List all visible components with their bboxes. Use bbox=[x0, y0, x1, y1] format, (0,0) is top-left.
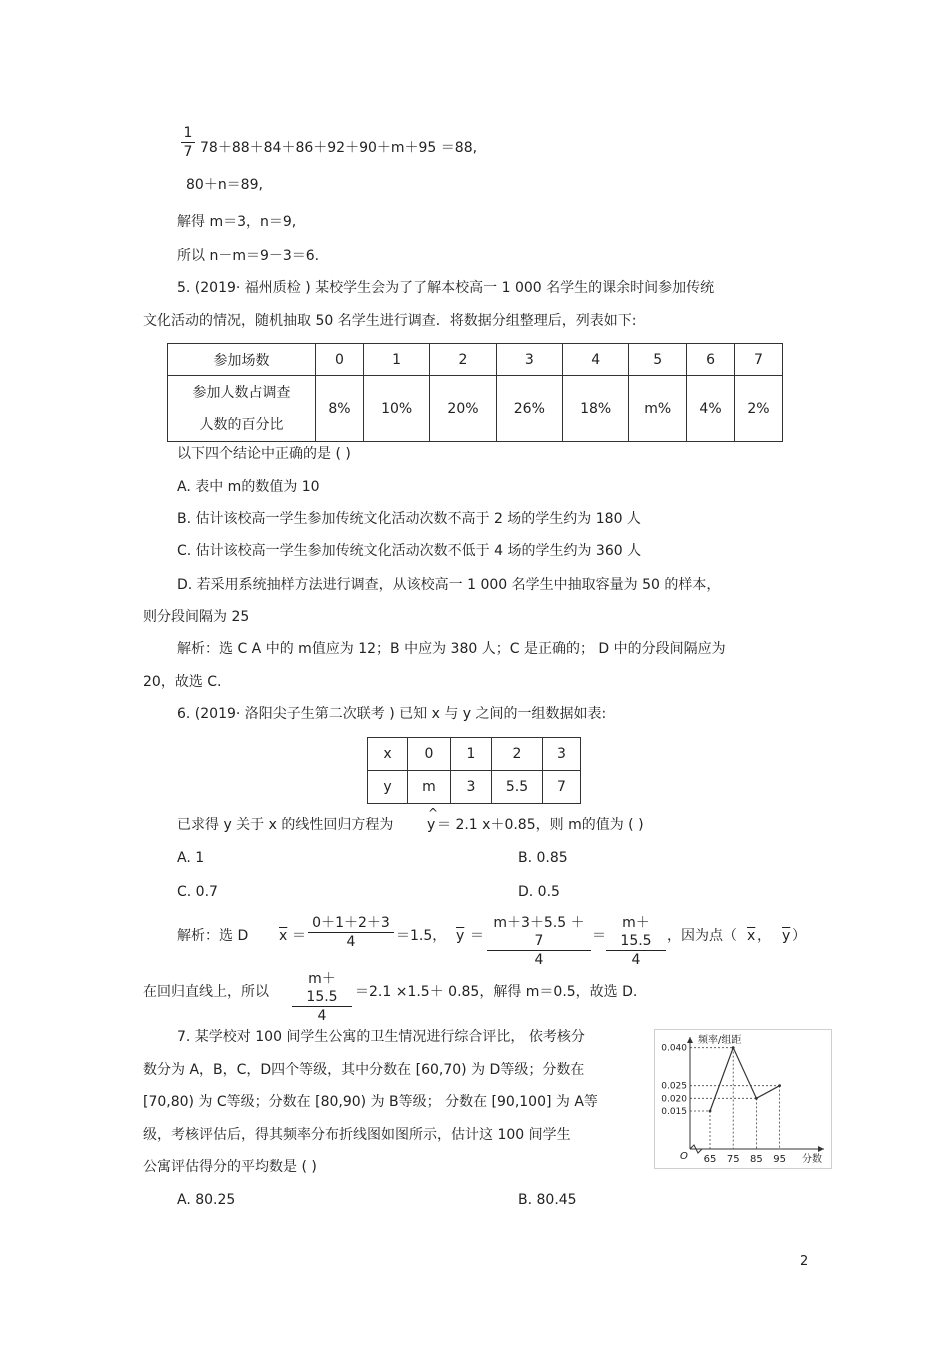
solve-text: 解得 m＝3，n＝9, bbox=[177, 214, 297, 230]
q5-option-b: B. 估计该校高一学生参加传统文化活动次数不高于 2 场的学生约为 180 人 bbox=[177, 511, 641, 527]
fraction-denominator: 4 bbox=[317, 1008, 327, 1024]
q5-header-cell: 5 bbox=[629, 344, 687, 376]
q5-header-cell: 6 bbox=[687, 344, 735, 376]
fraction-numerator: m＋15.5 bbox=[292, 970, 352, 1007]
fraction-regression bbox=[292, 970, 352, 1025]
fraction-one-seventh bbox=[181, 124, 195, 161]
y-bar: $\overline{y}$ bbox=[782, 928, 791, 944]
close-paren: ） bbox=[792, 928, 806, 944]
q5-solution-line2: 20，故选 C. bbox=[143, 674, 222, 690]
q7-stem-line5: 公寓评估得分的平均数是 ( ) bbox=[143, 1159, 317, 1175]
y-tick-label: 0.015 bbox=[661, 1107, 687, 1117]
q6-stem: 6. (2019· 洛阳尖子生第二次联考 ) 已知 x 与 y 之间的一组数据如表: bbox=[177, 706, 607, 722]
q5-option-a: A. 表中 m的数值为 10 bbox=[177, 479, 320, 495]
q6-solution-prefix: 解析：选 D bbox=[177, 928, 249, 944]
q6-x-cell: 0 bbox=[408, 738, 451, 771]
q6-solution-line2-prefix: 在回归直线上，所以 bbox=[143, 984, 269, 1000]
q6-x-cell: 1 bbox=[451, 738, 492, 771]
origin-label: O bbox=[680, 1151, 688, 1162]
x-bar: $\overline{x}$ bbox=[747, 928, 756, 944]
q6-option-c: C. 0.7 bbox=[177, 884, 218, 900]
fraction-denominator: 4 bbox=[346, 934, 356, 950]
q6-option-a: A. 1 bbox=[177, 850, 205, 866]
frequency-line-chart bbox=[654, 1029, 832, 1169]
equals-sign: ＝ bbox=[292, 928, 306, 944]
q6-solution-line2-suffix: ＝2.1 ×1.5＋ 0.85，解得 m＝0.5，故选 D. bbox=[355, 984, 638, 1000]
q7-stem-line2: 数分为 A，B，C，D四个等级，其中分数在 [60,70) 为 D等级；分数在 bbox=[143, 1062, 585, 1078]
q5-solution-line1: 解析：选 C A 中的 m值应为 12；B 中应为 380 人；C 是正确的； D 中的分段间隔应为 bbox=[177, 641, 726, 657]
q5-header-cell: 4 bbox=[562, 344, 628, 376]
fraction-numerator: m＋3＋5.5 ＋7 bbox=[487, 914, 591, 951]
q5-header-cell: 0 bbox=[316, 344, 364, 376]
q5-header-cell: 2 bbox=[430, 344, 496, 376]
q5-question: 以下四个结论中正确的是 ( ) bbox=[177, 446, 351, 462]
x-tick-label: 95 bbox=[773, 1154, 786, 1165]
equation-mean: 78＋88＋84＋86＋92＋90＋m＋95 ＝88, bbox=[200, 140, 478, 156]
q6-statement-b: ＝ 2.1 x＋0.85，则 m的值为 ( ) bbox=[437, 817, 644, 833]
fraction-ysum bbox=[487, 914, 591, 969]
fraction-numerator: 0＋1＋2＋3 bbox=[308, 914, 394, 933]
q7-stem-line4: 级，考核评估后，得其频率分布折线图如图所示，估计这 100 间学生 bbox=[143, 1127, 571, 1143]
q5-row-label bbox=[168, 376, 316, 442]
q5-header-label: 参加场数 bbox=[168, 344, 316, 376]
y-bar: $\overline{y}$ bbox=[456, 928, 465, 944]
q5-value-cell: 8% bbox=[316, 376, 364, 442]
result-text: 所以 n－m＝9－3＝6. bbox=[177, 248, 320, 264]
q6-x-cell: 2 bbox=[492, 738, 543, 771]
q5-value-cell: 26% bbox=[496, 376, 562, 442]
fraction-ysimplified bbox=[606, 914, 666, 969]
q5-row-label-line2: 人数的百分比 bbox=[199, 416, 284, 433]
q5-option-d-line2: 则分段间隔为 25 bbox=[143, 609, 250, 625]
x-tick-label: 65 bbox=[703, 1154, 717, 1165]
q5-stem-line1: 5. (2019· 福州质检 ) 某校学生会为了了解本校高一 1 000 名学生的课余时间参加传统 bbox=[177, 280, 715, 296]
q6-statement-y: y bbox=[427, 817, 436, 833]
q6-y-cell: 5.5 bbox=[492, 771, 543, 804]
data-point bbox=[732, 1046, 735, 1049]
x-tick-label: 75 bbox=[726, 1154, 740, 1165]
x-bar: $\overline{x}$ bbox=[279, 928, 288, 944]
q5-data-table bbox=[167, 343, 783, 442]
q6-y-cell: m bbox=[408, 771, 451, 804]
q6-statement-a: 已求得 y 关于 x 的线性回归方程为 bbox=[177, 817, 394, 833]
fraction-numerator: 1 bbox=[181, 124, 195, 143]
q6-option-d: D. 0.5 bbox=[518, 884, 560, 900]
fraction-denominator: 7 bbox=[183, 144, 193, 160]
fraction-xsum bbox=[308, 914, 394, 951]
hat-symbol: ^ bbox=[428, 806, 439, 820]
q5-option-c: C. 估计该校高一学生参加传统文化活动次数不低于 4 场的学生约为 360 人 bbox=[177, 543, 642, 559]
q5-value-cell: 2% bbox=[735, 376, 783, 442]
q7-option-b: B. 80.45 bbox=[518, 1192, 577, 1208]
comma: ， bbox=[757, 928, 771, 944]
q5-value-cell: m% bbox=[629, 376, 687, 442]
page-number: 2 bbox=[800, 1254, 809, 1269]
q5-header-cell: 3 bbox=[496, 344, 562, 376]
fraction-numerator: m＋15.5 bbox=[606, 914, 666, 951]
equals-sign: ＝ bbox=[592, 928, 606, 944]
data-point bbox=[709, 1110, 712, 1113]
q5-value-cell: 20% bbox=[430, 376, 496, 442]
q6-y-cell: 3 bbox=[451, 771, 492, 804]
equation-sum: 80＋n＝89, bbox=[186, 177, 263, 193]
q5-header-cell: 7 bbox=[735, 344, 783, 376]
q5-stem-line2: 文化活动的情况，随机抽取 50 名学生进行调查．将数据分组整理后，列表如下: bbox=[143, 313, 637, 329]
q5-row-label-line1: 参加人数占调查 bbox=[192, 384, 291, 401]
q7-option-a: A. 80.25 bbox=[177, 1192, 236, 1208]
q6-x-label: x bbox=[368, 738, 408, 771]
q5-value-cell: 10% bbox=[363, 376, 429, 442]
equals-sign: ＝ bbox=[470, 928, 484, 944]
x-tick-label: 85 bbox=[750, 1154, 763, 1165]
y-tick-label: 0.040 bbox=[661, 1043, 687, 1054]
q6-option-b: B. 0.85 bbox=[518, 850, 568, 866]
q6-x-cell: 3 bbox=[543, 738, 581, 771]
data-point bbox=[755, 1097, 758, 1100]
q6-data-table bbox=[367, 737, 581, 804]
x-axis-title: 分数 bbox=[802, 1154, 822, 1165]
q5-value-cell: 18% bbox=[562, 376, 628, 442]
because-point-text: ，因为点（ bbox=[667, 928, 737, 944]
q5-value-cell: 4% bbox=[687, 376, 735, 442]
y-axis-title: 频率/组距 bbox=[698, 1035, 742, 1046]
fraction-denominator: 4 bbox=[631, 952, 641, 968]
q6-y-label: y bbox=[368, 771, 408, 804]
y-tick-label: 0.020 bbox=[661, 1094, 687, 1105]
fraction-denominator: 4 bbox=[534, 952, 544, 968]
q7-stem-line3: [70,80) 为 C等级；分数在 [80,90) 为 B等级； 分数在 [90,100] 为 A等 bbox=[143, 1094, 598, 1110]
y-tick-label: 0.025 bbox=[661, 1081, 687, 1092]
q7-stem-line1: 7. 某学校对 100 间学生公寓的卫生情况进行综合评比， 依考核分 bbox=[177, 1029, 585, 1045]
xbar-value: ＝1.5， bbox=[396, 928, 447, 944]
q6-y-cell: 7 bbox=[543, 771, 581, 804]
q5-option-d-line1: D. 若采用系统抽样方法进行调查，从该校高一 1 000 名学生中抽取容量为 50 的样本， bbox=[177, 577, 721, 593]
q5-header-cell: 1 bbox=[363, 344, 429, 376]
data-point bbox=[778, 1084, 781, 1087]
